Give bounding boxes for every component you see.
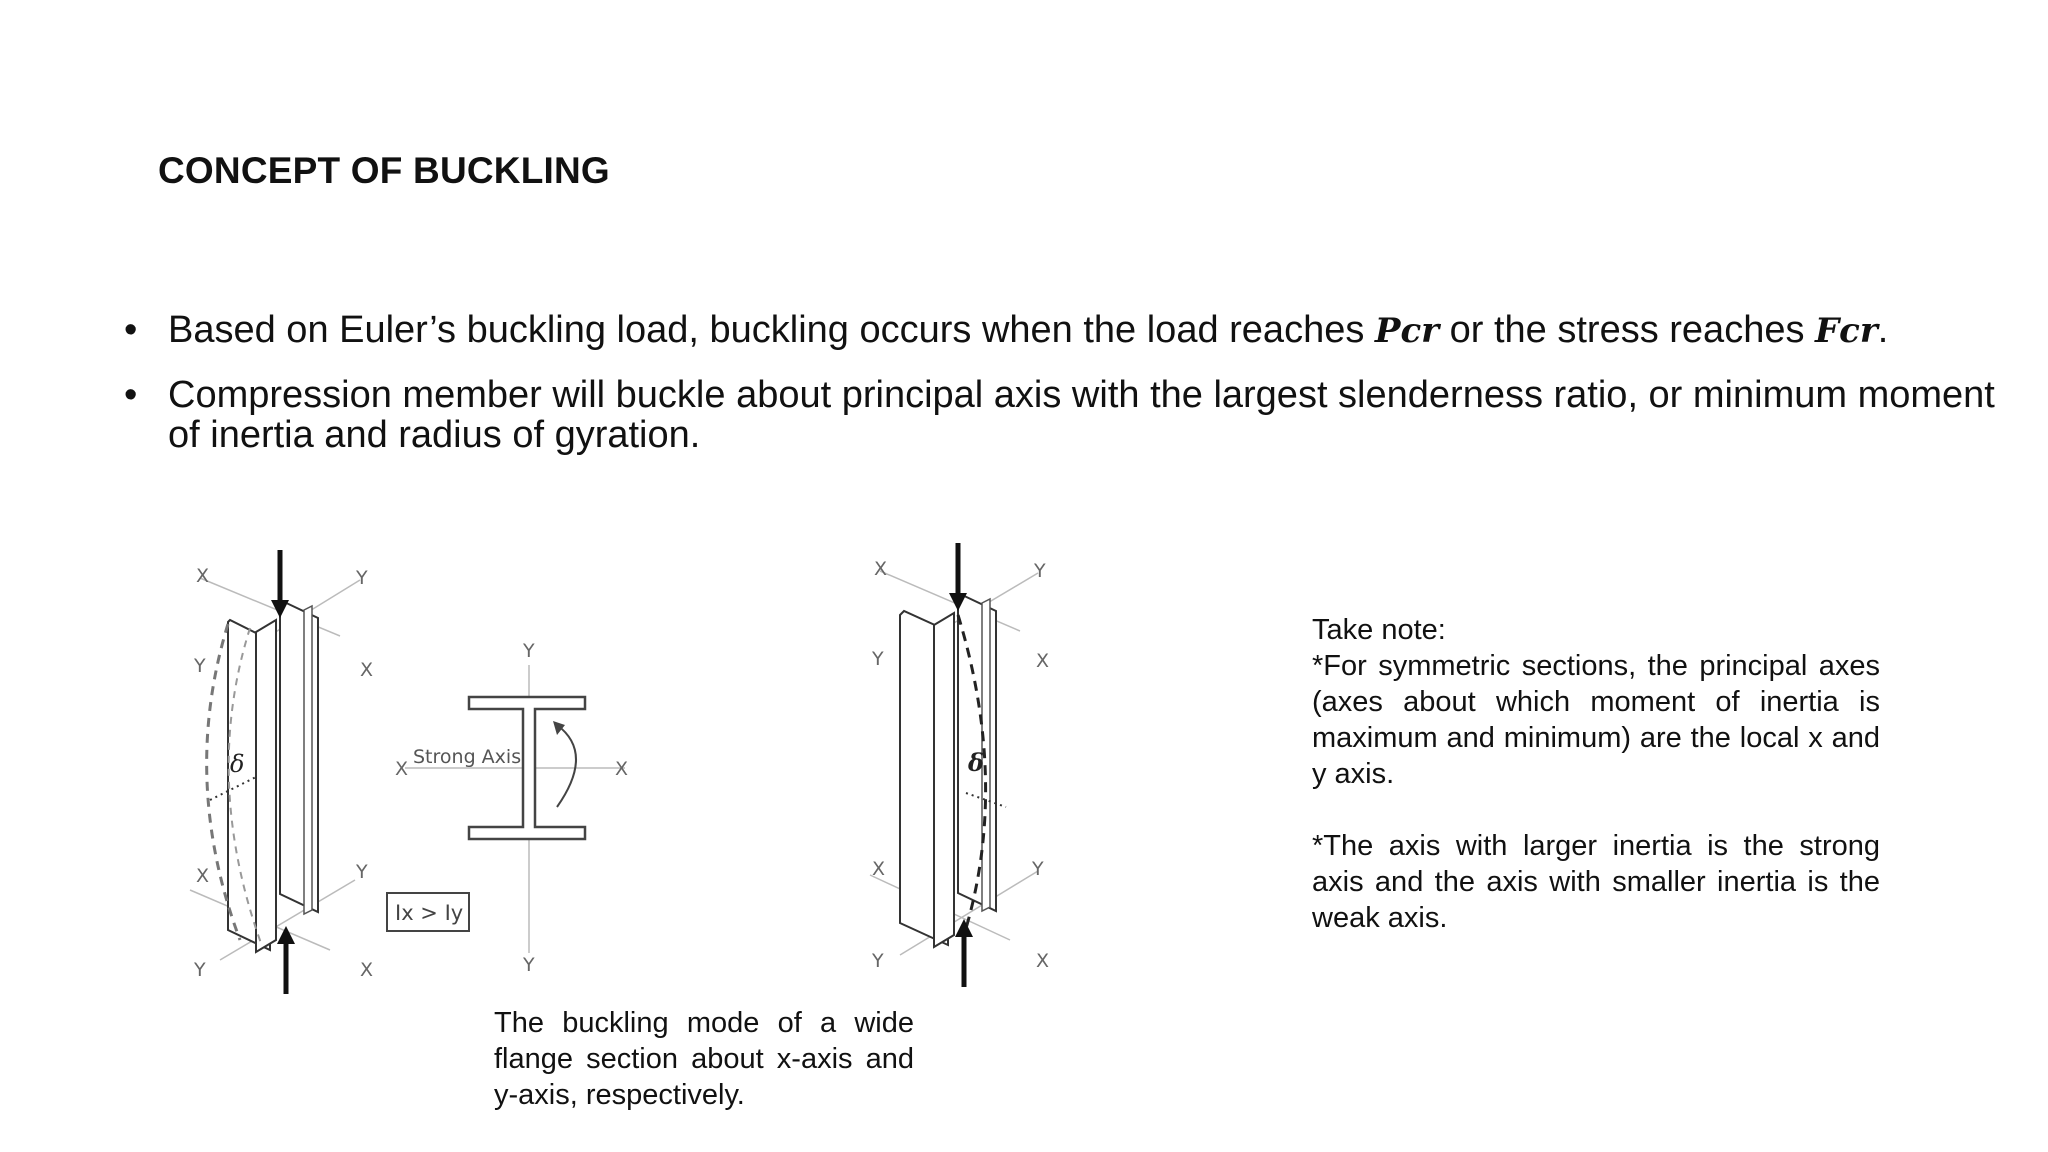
axis-label-y: Y (194, 655, 206, 677)
deflection-delta-symbol: δ (968, 748, 985, 777)
bullet-item-compression (124, 375, 2024, 455)
axis-label-y: Y (872, 950, 884, 972)
bullet-item-euler (124, 310, 2024, 351)
axis-label-y: Y (194, 959, 206, 981)
axis-label-y: Y (523, 640, 535, 662)
buckling-y-axis-diagram (860, 535, 1060, 995)
slide-title: CONCEPT OF BUCKLING (158, 150, 610, 191)
bullet-text-start: Based on Euler’s buckling load, buckling occurs when the load reaches (168, 309, 1375, 351)
rotation-arrow-icon (553, 721, 565, 735)
axis-label-x: X (874, 558, 888, 580)
axis-label-x: X (196, 865, 210, 887)
bullet-text-middle: or the stress reaches (1439, 309, 1816, 351)
math-fcr: Fcr (1815, 311, 1878, 351)
bullet-marker: • (124, 374, 138, 416)
axis-label-y: Y (356, 861, 368, 883)
bullet-list (124, 310, 2024, 479)
note-paragraph-strong-weak-axis: *The axis with larger inertia is the strong axis and the axis with smaller inertia is the weak axis. (1312, 830, 1880, 934)
axis-label-y: Y (356, 567, 368, 589)
note-paragraph-principal-axes: *For symmetric sections, the principal axes (axes about which moment of inertia is maximum and minimum) are the local x and y axis. (1312, 650, 1880, 790)
strong-axis-label: Strong Axis (413, 746, 522, 768)
axis-label-y: Y (872, 648, 884, 670)
deflection-delta-symbol: δ (230, 750, 245, 778)
buckling-x-axis-diagram (180, 540, 380, 1000)
inertia-relation-label: Ix > Iy (395, 901, 464, 925)
axis-label-x: X (360, 959, 374, 981)
math-pcr: Pcr (1374, 311, 1440, 351)
axis-label-y: Y (523, 954, 535, 975)
figure-caption: The buckling mode of a wide flange section about x-axis and y-axis, respectively. (494, 1007, 914, 1111)
bullet-text: Compression member will buckle about principal axis with the largest slenderness ratio, or minimum moment of inertia and radius of gyration. (168, 374, 1995, 456)
axis-label-x: X (196, 565, 210, 587)
axis-label-x: X (395, 758, 409, 780)
axis-label-y: Y (1032, 858, 1044, 880)
axis-label-x: X (872, 858, 886, 880)
axis-label-y: Y (1034, 560, 1046, 582)
bullet-marker: • (124, 309, 138, 351)
take-note-box (1312, 612, 1880, 936)
axis-label-x: X (360, 659, 374, 681)
bullet-text-end: . (1877, 309, 1889, 351)
axis-label-x: X (1036, 650, 1050, 672)
note-heading: Take note: (1312, 614, 1446, 646)
note-spacer (1312, 792, 1880, 828)
cross-section-strong-axis-diagram (385, 635, 635, 975)
axis-label-x: X (1036, 950, 1050, 972)
axis-label-x: X (615, 758, 629, 780)
